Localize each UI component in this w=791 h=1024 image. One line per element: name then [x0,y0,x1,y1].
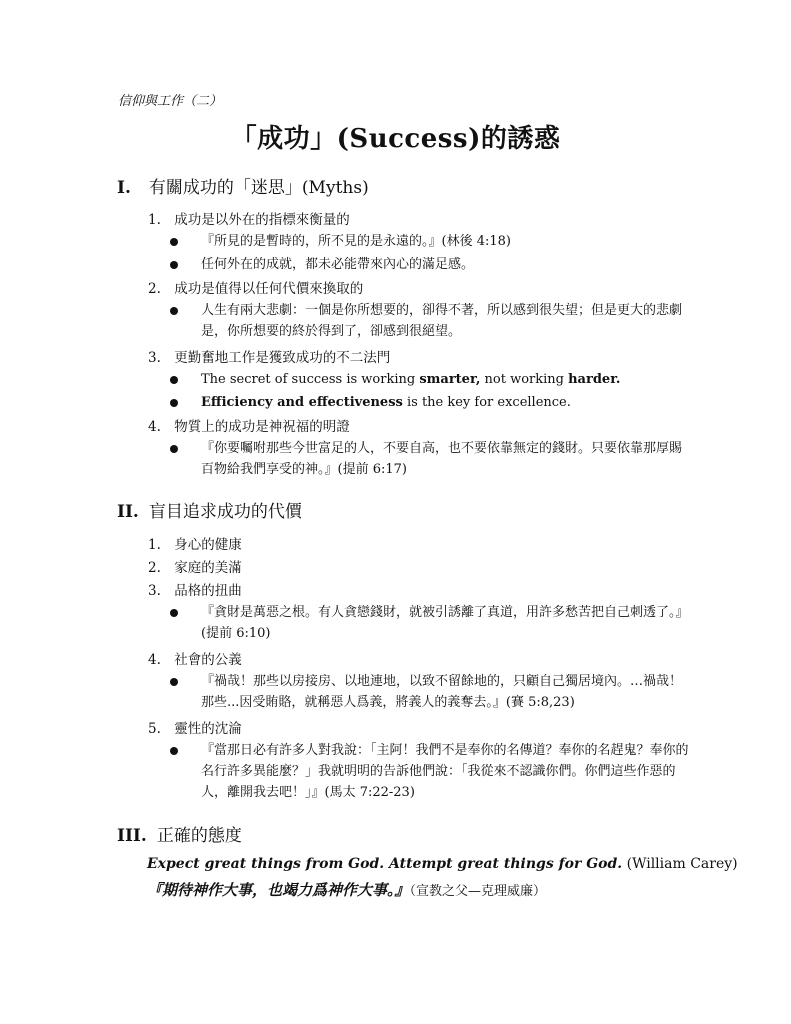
bullet-icon [170,747,178,755]
item-number: 1. [148,212,161,228]
item-text: 更勤奮地工作是獲致成功的不二法門 [174,350,391,366]
section-title: 有關成功的「迷思」(Myths) [148,178,369,198]
bullet-item [170,740,690,803]
bullet-icon [170,399,178,407]
quote-text: 『期待神作大事，也竭力爲神作大事。』 [147,881,410,899]
section-heading-3 [117,821,242,846]
bullet-item [170,300,690,342]
list-item [148,208,350,228]
item-text: 成功是以外在的指標來衡量的 [174,212,350,228]
section-number: I. [117,178,131,198]
bullet-icon [170,238,178,246]
page-title: 「成功」(Success)的誘惑 [230,124,561,154]
closing-quote-english [147,856,738,872]
bullet-text: The secret of success is working smarter, not working harder. [201,372,621,387]
bullet-text: 『禍哉！那些以房接房、以地連地，以致不留餘地的，只顧自己獨居境內。…禍哉！那些...因受賄賂，就稱惡人爲義，將義人的義奪去。』(賽 5:8,23) [201,674,683,710]
bullet-item [170,231,690,252]
bullet-item [170,438,690,480]
section-heading-2 [117,497,302,522]
item-number: 3. [148,583,161,599]
item-number: 5. [148,721,161,737]
bullet-item [170,369,690,390]
quote-text: Expect great things from God. Attempt great things for God. [147,856,623,872]
section-number: II. [117,502,139,522]
item-text: 家庭的美滿 [174,560,242,576]
section-title: 盲目追求成功的代價 [148,502,302,522]
section-heading-1 [117,173,369,198]
list-item [148,717,242,737]
bullet-icon [170,609,178,617]
item-text: 靈性的沈淪 [174,721,242,737]
list-item [148,556,242,576]
closing-quote-chinese [147,879,546,900]
item-text: 身心的健康 [174,537,242,553]
item-number: 2. [148,560,161,576]
item-text: 物質上的成功是神祝福的明證 [174,419,350,435]
item-text: 品格的扭曲 [174,583,242,599]
list-item [148,648,242,668]
section-title: 正確的態度 [156,826,242,846]
bullet-icon [170,445,178,453]
item-number: 3. [148,350,161,366]
bullet-text: Efficiency and effectiveness is the key for excellence. [201,395,571,410]
list-item [148,346,390,366]
item-number: 4. [148,419,161,435]
bullet-text: 『你要囑咐那些今世富足的人，不要自高，也不要依靠無定的錢財。只要依靠那厚賜百物給我們享受的神。』(提前 6:17) [201,441,683,477]
bullet-item [170,671,690,713]
bullet-item [170,392,690,413]
list-item [148,415,350,435]
bullet-text: 『當那日必有許多人對我說：「主阿！我們不是奉你的名傳道？奉你的名趕鬼？奉你的名行許多異能麼？」我就明明的告訴他們說：「我從來不認識你們。你們這些作惡的人，離開我去吧！」』(馬太 7:22-23) [201,743,689,800]
list-item [148,533,242,553]
bullet-icon [170,678,178,686]
item-text: 成功是值得以任何代價來換取的 [174,281,364,297]
quote-source: （宣教之父—克理威廉） [409,884,547,899]
item-text: 社會的公義 [174,652,242,668]
quote-author: (William Carey) [622,856,738,872]
bullet-icon [170,307,178,315]
bullet-text: 任何外在的成就，都未必能帶來內心的滿足感。 [201,257,475,272]
bullet-item [170,254,690,275]
item-number: 4. [148,652,161,668]
item-number: 2. [148,281,161,297]
bullet-text: 『貪財是萬惡之根。有人貪戀錢財，就被引誘離了真道，用許多愁苦把自己刺透了。』(提前 6:10) [201,605,689,641]
list-item [148,277,363,297]
series-header: 信仰與工作（二） [118,94,223,109]
bullet-item [170,602,690,644]
bullet-icon [170,261,178,269]
item-number: 1. [148,537,161,553]
section-number: III. [117,826,147,846]
bullet-text: 『所見的是暫時的，所不見的是永遠的。』(林後 4:18) [201,234,511,249]
list-item [148,579,242,599]
bullet-text: 人生有兩大悲劇：一個是你所想要的，卻得不著，所以感到很失望；但是更大的悲劇是，你所想要的終於得到了，卻感到很絕望。 [201,303,683,339]
bullet-icon [170,376,178,384]
